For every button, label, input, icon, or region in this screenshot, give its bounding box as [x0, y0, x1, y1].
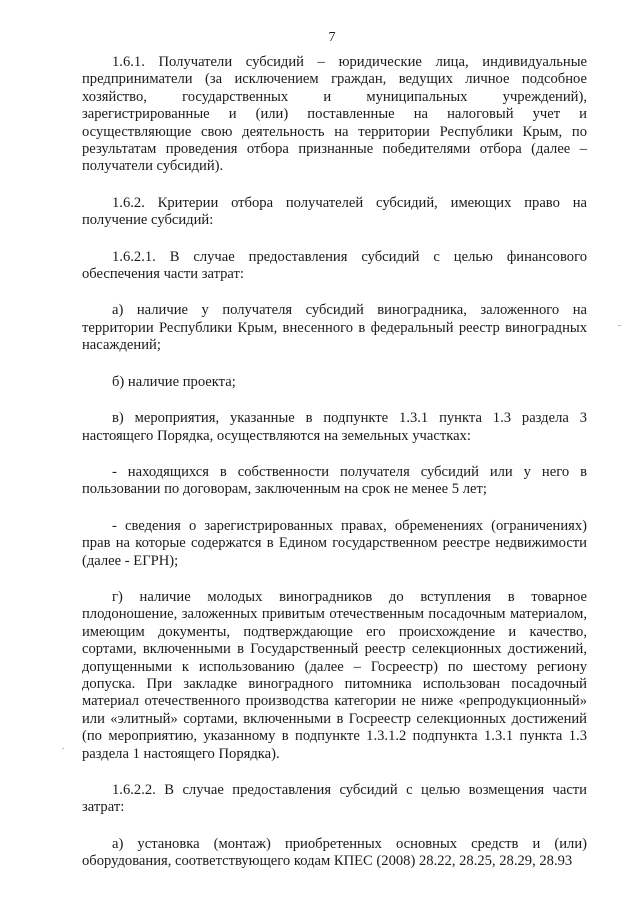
scan-artifact-mark: [618, 325, 621, 326]
paragraph-item-a: а) наличие у получателя субсидий виноградника, заложенного на территории Республики Крым, внесенного в федеральный реестр виноградных насаждений;: [82, 302, 587, 354]
paragraph-dash-egrn: - сведения о зарегистрированных правах, обременениях (ограничениях) прав на которые содержатся в Едином государственном реестре недвижимости (далее - ЕГРН);: [82, 517, 587, 569]
document-body: [82, 54, 587, 889]
paragraph-1-6-1: 1.6.1. Получатели субсидий – юридические лица, индивидуальные предприниматели (за исключением граждан, ведущих личное подсобное хозяйство, государственных и муниципальных учреждений), зарегистрированные и (или) поставленные на налоговый учет и осуществляющие свою деятельность на территории Республики Крым, по результатам проведения отбора признанные победителями отбора (далее – получатели субсидий).: [82, 54, 587, 175]
page-number: 7: [328, 30, 336, 45]
paragraph-item-a-installation: а) установка (монтаж) приобретенных основных средств и (или) оборудования, соответствующего кодам КПЕС (2008) 28.22, 28.25, 28.29, 28.93: [82, 835, 587, 870]
paragraph-1-6-2: 1.6.2. Критерии отбора получателей субсидий, имеющих право на получение субсидий:: [82, 194, 587, 229]
paragraph-dash-ownership: - находящихся в собственности получателя субсидий или у него в пользовании по договорам, заключенным на срок не менее 5 лет;: [82, 463, 587, 498]
paragraph-1-6-2-1: 1.6.2.1. В случае предоставления субсидий с целью финансового обеспечения части затрат:: [82, 248, 587, 283]
paragraph-item-g: г) наличие молодых виноградников до вступления в товарное плодоношение, заложенных привитым отечественным посадочным материалом, имеющим документы, подтверждающие его происхождение и качество, сортами, включенными в Государственный реестр селекционных достижений, допущенными к использованию (далее – Госреестр) по шестому региону допуска. При закладке виноградного питомника использован посадочный материал отечественного производства категории не ниже «репродукционный» или «элитный» сортами, включенными в Госреестр селекционных достижений (по мероприятию, указанному в подпункте 1.3.1.2 подпункта 1.3.1 пункта 1.3 раздела 1 настоящего Порядка).: [82, 588, 587, 762]
scan-artifact-mark: [62, 748, 64, 749]
paragraph-item-v: в) мероприятия, указанные в подпункте 1.3.1 пункта 1.3 раздела 3 настоящего Порядка, осуществляются на земельных участках:: [82, 410, 587, 444]
paragraph-1-6-2-2: 1.6.2.2. В случае предоставления субсидий с целью возмещения части затрат:: [82, 782, 587, 816]
paragraph-item-b: б) наличие проекта;: [112, 373, 236, 390]
